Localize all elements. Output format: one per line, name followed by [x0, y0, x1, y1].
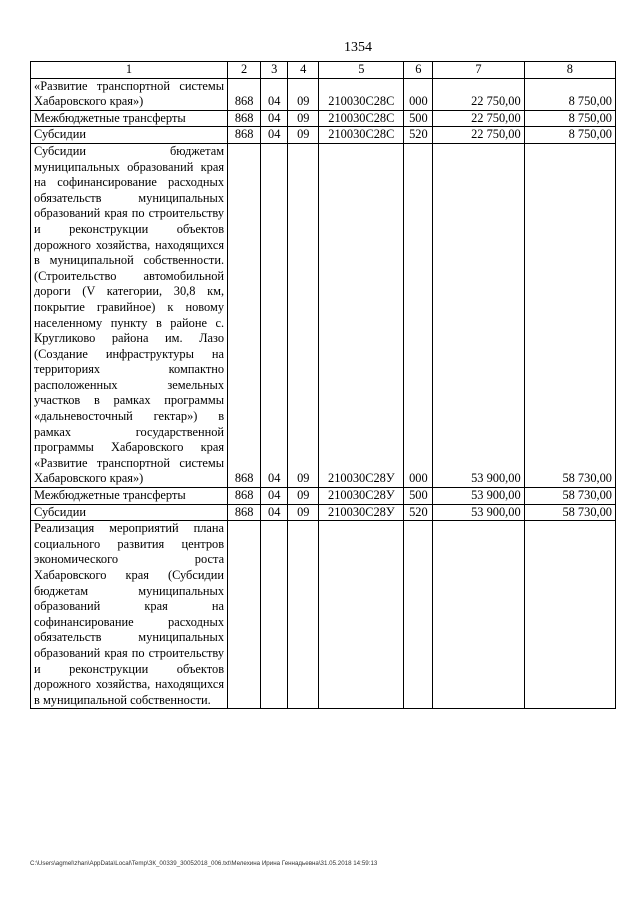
cell-section: 04	[261, 488, 288, 505]
cell-target-article: 210030С28С	[319, 110, 404, 127]
cell-target-article: 210030С28С	[319, 78, 404, 110]
cell-target-article: 210030С28У	[319, 504, 404, 521]
cell-ministry	[228, 521, 261, 709]
cell-ministry: 868	[228, 127, 261, 144]
cell-ministry: 868	[228, 78, 261, 110]
cell-ministry: 868	[228, 504, 261, 521]
cell-target-article: 210030С28С	[319, 127, 404, 144]
cell-subsection: 09	[288, 110, 319, 127]
table-row	[31, 127, 616, 144]
cell-amount-2: 8 750,00	[524, 78, 615, 110]
column-header: 7	[433, 62, 524, 79]
cell-expense-type: 000	[404, 143, 433, 487]
cell-target-article: 210030С28У	[319, 488, 404, 505]
cell-expense-type: 500	[404, 110, 433, 127]
page-number: 1354	[344, 40, 372, 55]
cell-amount-1: 53 900,00	[433, 143, 524, 487]
budget-table	[30, 61, 616, 709]
cell-amount-1: 22 750,00	[433, 110, 524, 127]
cell-amount-1	[433, 521, 524, 709]
column-header: 2	[228, 62, 261, 79]
cell-amount-1: 22 750,00	[433, 78, 524, 110]
cell-target-article: 210030С28У	[319, 143, 404, 487]
cell-ministry: 868	[228, 143, 261, 487]
cell-ministry: 868	[228, 110, 261, 127]
row-name: Субсидии	[31, 127, 228, 144]
cell-section: 04	[261, 78, 288, 110]
column-header: 3	[261, 62, 288, 79]
cell-subsection: 09	[288, 78, 319, 110]
row-name: Межбюджетные трансферты	[31, 488, 228, 505]
file-path-footer: C:\Users\agmel\zhan\AppData\Local\Temp\ЗК_00339_30052018_006.txt\Мелехина Ирина Геннадьевна\31.05.2018 14:59:13	[30, 860, 378, 867]
cell-expense-type: 000	[404, 78, 433, 110]
cell-expense-type: 500	[404, 488, 433, 505]
cell-amount-1: 53 900,00	[433, 488, 524, 505]
cell-section: 04	[261, 110, 288, 127]
row-name: Реализация мероприятий плана социального развития центров экономического роста Хабаровского края (Субсидии бюджетам муниципальных образований края на софинансирование расходных обязательств муниципальных образований края по строительству и реконструкции объектов дорожного хозяйства, находящихся в муниципальной собственности.	[31, 521, 228, 709]
cell-expense-type: 520	[404, 127, 433, 144]
table-row	[31, 488, 616, 505]
cell-amount-2: 58 730,00	[524, 488, 615, 505]
table-row	[31, 78, 616, 110]
column-header: 8	[524, 62, 615, 79]
table-row	[31, 110, 616, 127]
cell-subsection: 09	[288, 143, 319, 487]
table-row	[31, 504, 616, 521]
cell-subsection: 09	[288, 504, 319, 521]
cell-section: 04	[261, 504, 288, 521]
cell-amount-1: 53 900,00	[433, 504, 524, 521]
cell-section	[261, 521, 288, 709]
cell-expense-type: 520	[404, 504, 433, 521]
column-header: 5	[319, 62, 404, 79]
column-header: 4	[288, 62, 319, 79]
table-row	[31, 521, 616, 709]
row-name: Субсидии	[31, 504, 228, 521]
cell-subsection	[288, 521, 319, 709]
column-header: 6	[404, 62, 433, 79]
cell-amount-2: 8 750,00	[524, 110, 615, 127]
cell-ministry: 868	[228, 488, 261, 505]
cell-section: 04	[261, 143, 288, 487]
cell-amount-2: 8 750,00	[524, 127, 615, 144]
row-name: Межбюджетные трансферты	[31, 110, 228, 127]
row-name: Субсидии бюджетам муниципальных образований края на софинансирование расходных обязательств муниципальных образований края по строительству и реконструкции объектов дорожного хозяйства, находящихся в муниципальной собственности. (Строительство автомобильной дороги (V категории, 30,8 км, покрытие гравийное) к новому населенному пункту в районе с. Кругликово района им. Лазо (Создание инфраструктуры на территориях компактно расположенных земельных участков в рамках программы «дальневосточный гектар») в рамках государственной программы Хабаровского края «Развитие транспортной системы Хабаровского края»)	[31, 143, 228, 487]
cell-amount-2	[524, 521, 615, 709]
cell-expense-type	[404, 521, 433, 709]
cell-amount-2: 58 730,00	[524, 504, 615, 521]
cell-amount-2: 58 730,00	[524, 143, 615, 487]
row-name: «Развитие транспортной системы Хабаровского края»)	[31, 78, 228, 110]
table-row	[31, 143, 616, 487]
cell-section: 04	[261, 127, 288, 144]
cell-subsection: 09	[288, 488, 319, 505]
column-header: 1	[31, 62, 228, 79]
cell-amount-1: 22 750,00	[433, 127, 524, 144]
cell-target-article	[319, 521, 404, 709]
cell-subsection: 09	[288, 127, 319, 144]
table-header-row	[31, 62, 616, 79]
